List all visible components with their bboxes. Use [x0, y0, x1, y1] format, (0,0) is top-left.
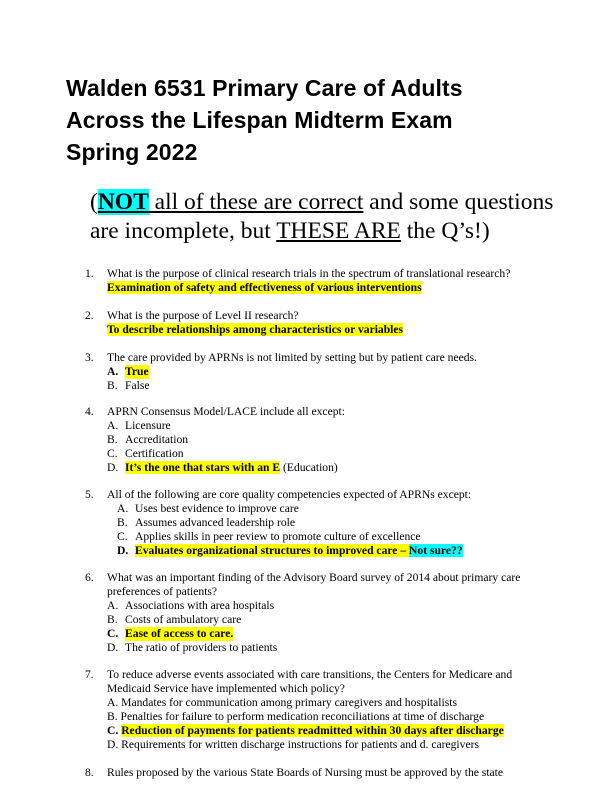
- question-text: What was an important finding of the Advisory Board survey of 2014 about primary care preferences of patients?: [107, 571, 521, 598]
- these-are: THESE ARE: [276, 218, 401, 244]
- option-b: Costs of ambulatory care: [125, 613, 242, 626]
- option-letter: C.: [107, 724, 119, 737]
- option-letter: B.: [107, 433, 118, 446]
- option-d: D. Requirements for written discharge instructions for patients and d. caregivers: [107, 738, 479, 751]
- option-a: Associations with area hospitals: [125, 599, 275, 612]
- option-letter: C.: [107, 627, 119, 640]
- option-letter: A.: [107, 365, 119, 378]
- option-letter: A.: [107, 419, 119, 432]
- question-number: 6.: [85, 571, 94, 584]
- disclaimer-underlined: all of these are correct: [148, 189, 364, 215]
- option-b: False: [125, 379, 150, 392]
- title-line-1: Walden 6531 Primary Care of Adults: [66, 75, 463, 101]
- question-2: [85, 309, 555, 337]
- option-letter: B.: [107, 613, 118, 626]
- question-1: [85, 267, 555, 295]
- option-letter: C.: [107, 447, 118, 460]
- option-letter: D.: [117, 544, 129, 557]
- option-b: Assumes advanced leadership role: [135, 516, 296, 529]
- question-number: 4.: [85, 405, 94, 418]
- question-4: [85, 405, 555, 475]
- option-letter: D.: [107, 641, 119, 654]
- option-a: Licensure: [125, 419, 171, 432]
- option-c-answer: Reduction of payments for patients readmitted within 30 days after discharge: [121, 724, 504, 737]
- disclaimer: [90, 188, 560, 246]
- option-c: Certification: [125, 447, 184, 460]
- paren-open: (: [90, 189, 98, 215]
- question-number: 8.: [85, 766, 94, 779]
- disclaimer-end: the Q’s!): [400, 218, 490, 244]
- question-text: The care provided by APRNs is not limited by setting but by patient care needs.: [107, 351, 477, 364]
- question-number: 5.: [85, 488, 94, 501]
- question-6: [85, 571, 555, 655]
- option-b: B. Penalties for failure to perform medication reconciliations at time of discharge: [107, 710, 485, 723]
- question-text: Rules proposed by the various State Boards of Nursing must be approved by the state: [107, 766, 504, 779]
- option-letter: C.: [117, 530, 128, 543]
- option-a: A. Mandates for communication among primary caregivers and hospitalists: [107, 696, 457, 709]
- answer-highlight: Examination of safety and effectiveness of various interventions: [107, 281, 422, 294]
- question-5: [85, 488, 555, 558]
- document-title: [66, 72, 566, 168]
- question-text: What is the purpose of Level II research?: [107, 309, 299, 322]
- option-d-answer: Evaluates organizational structures to improved care –: [135, 544, 410, 557]
- option-c: Applies skills in peer review to promote culture of excellence: [135, 530, 421, 543]
- answer-highlight: To describe relationships among characteristics or variables: [107, 323, 404, 336]
- option-letter: A.: [117, 502, 129, 515]
- title-line-2: Across the Lifespan Midterm Exam: [66, 107, 453, 133]
- option-b: Accreditation: [125, 433, 189, 446]
- question-text: APRN Consensus Model/LACE include all except:: [107, 405, 345, 418]
- option-letter: B.: [107, 379, 118, 392]
- question-text: What is the purpose of clinical research trials in the spectrum of translational research?: [107, 267, 511, 280]
- option-a-answer: True: [125, 365, 149, 378]
- option-c-answer: Ease of access to care.: [125, 627, 234, 640]
- question-text: All of the following are core quality competencies expected of APRNs except:: [107, 488, 472, 501]
- option-d-note: Not sure??: [409, 544, 463, 557]
- question-number: 1.: [85, 267, 94, 280]
- option-letter: B.: [117, 516, 128, 529]
- question-number: 3.: [85, 351, 94, 364]
- question-7: [85, 668, 555, 752]
- question-8: [85, 766, 555, 780]
- option-letter: A.: [107, 599, 119, 612]
- question-number: 2.: [85, 309, 94, 322]
- not-highlight: NOT: [97, 189, 149, 215]
- option-d-answer: It’s the one that stars with an E: [125, 461, 281, 474]
- option-d-note: (Education): [280, 461, 338, 474]
- disclaimer-middle: and some questions are incomplete, but: [90, 189, 554, 244]
- option-a: Uses best evidence to improve care: [135, 502, 299, 515]
- title-line-3: Spring 2022: [66, 139, 198, 165]
- option-letter: D.: [107, 461, 119, 474]
- question-text: To reduce adverse events associated with care transitions, the Centers for Medicare and Medicaid Service have implemented which policy?: [107, 668, 513, 695]
- question-3: [85, 351, 555, 393]
- question-number: 7.: [85, 668, 94, 681]
- option-d: The ratio of providers to patients: [125, 641, 278, 654]
